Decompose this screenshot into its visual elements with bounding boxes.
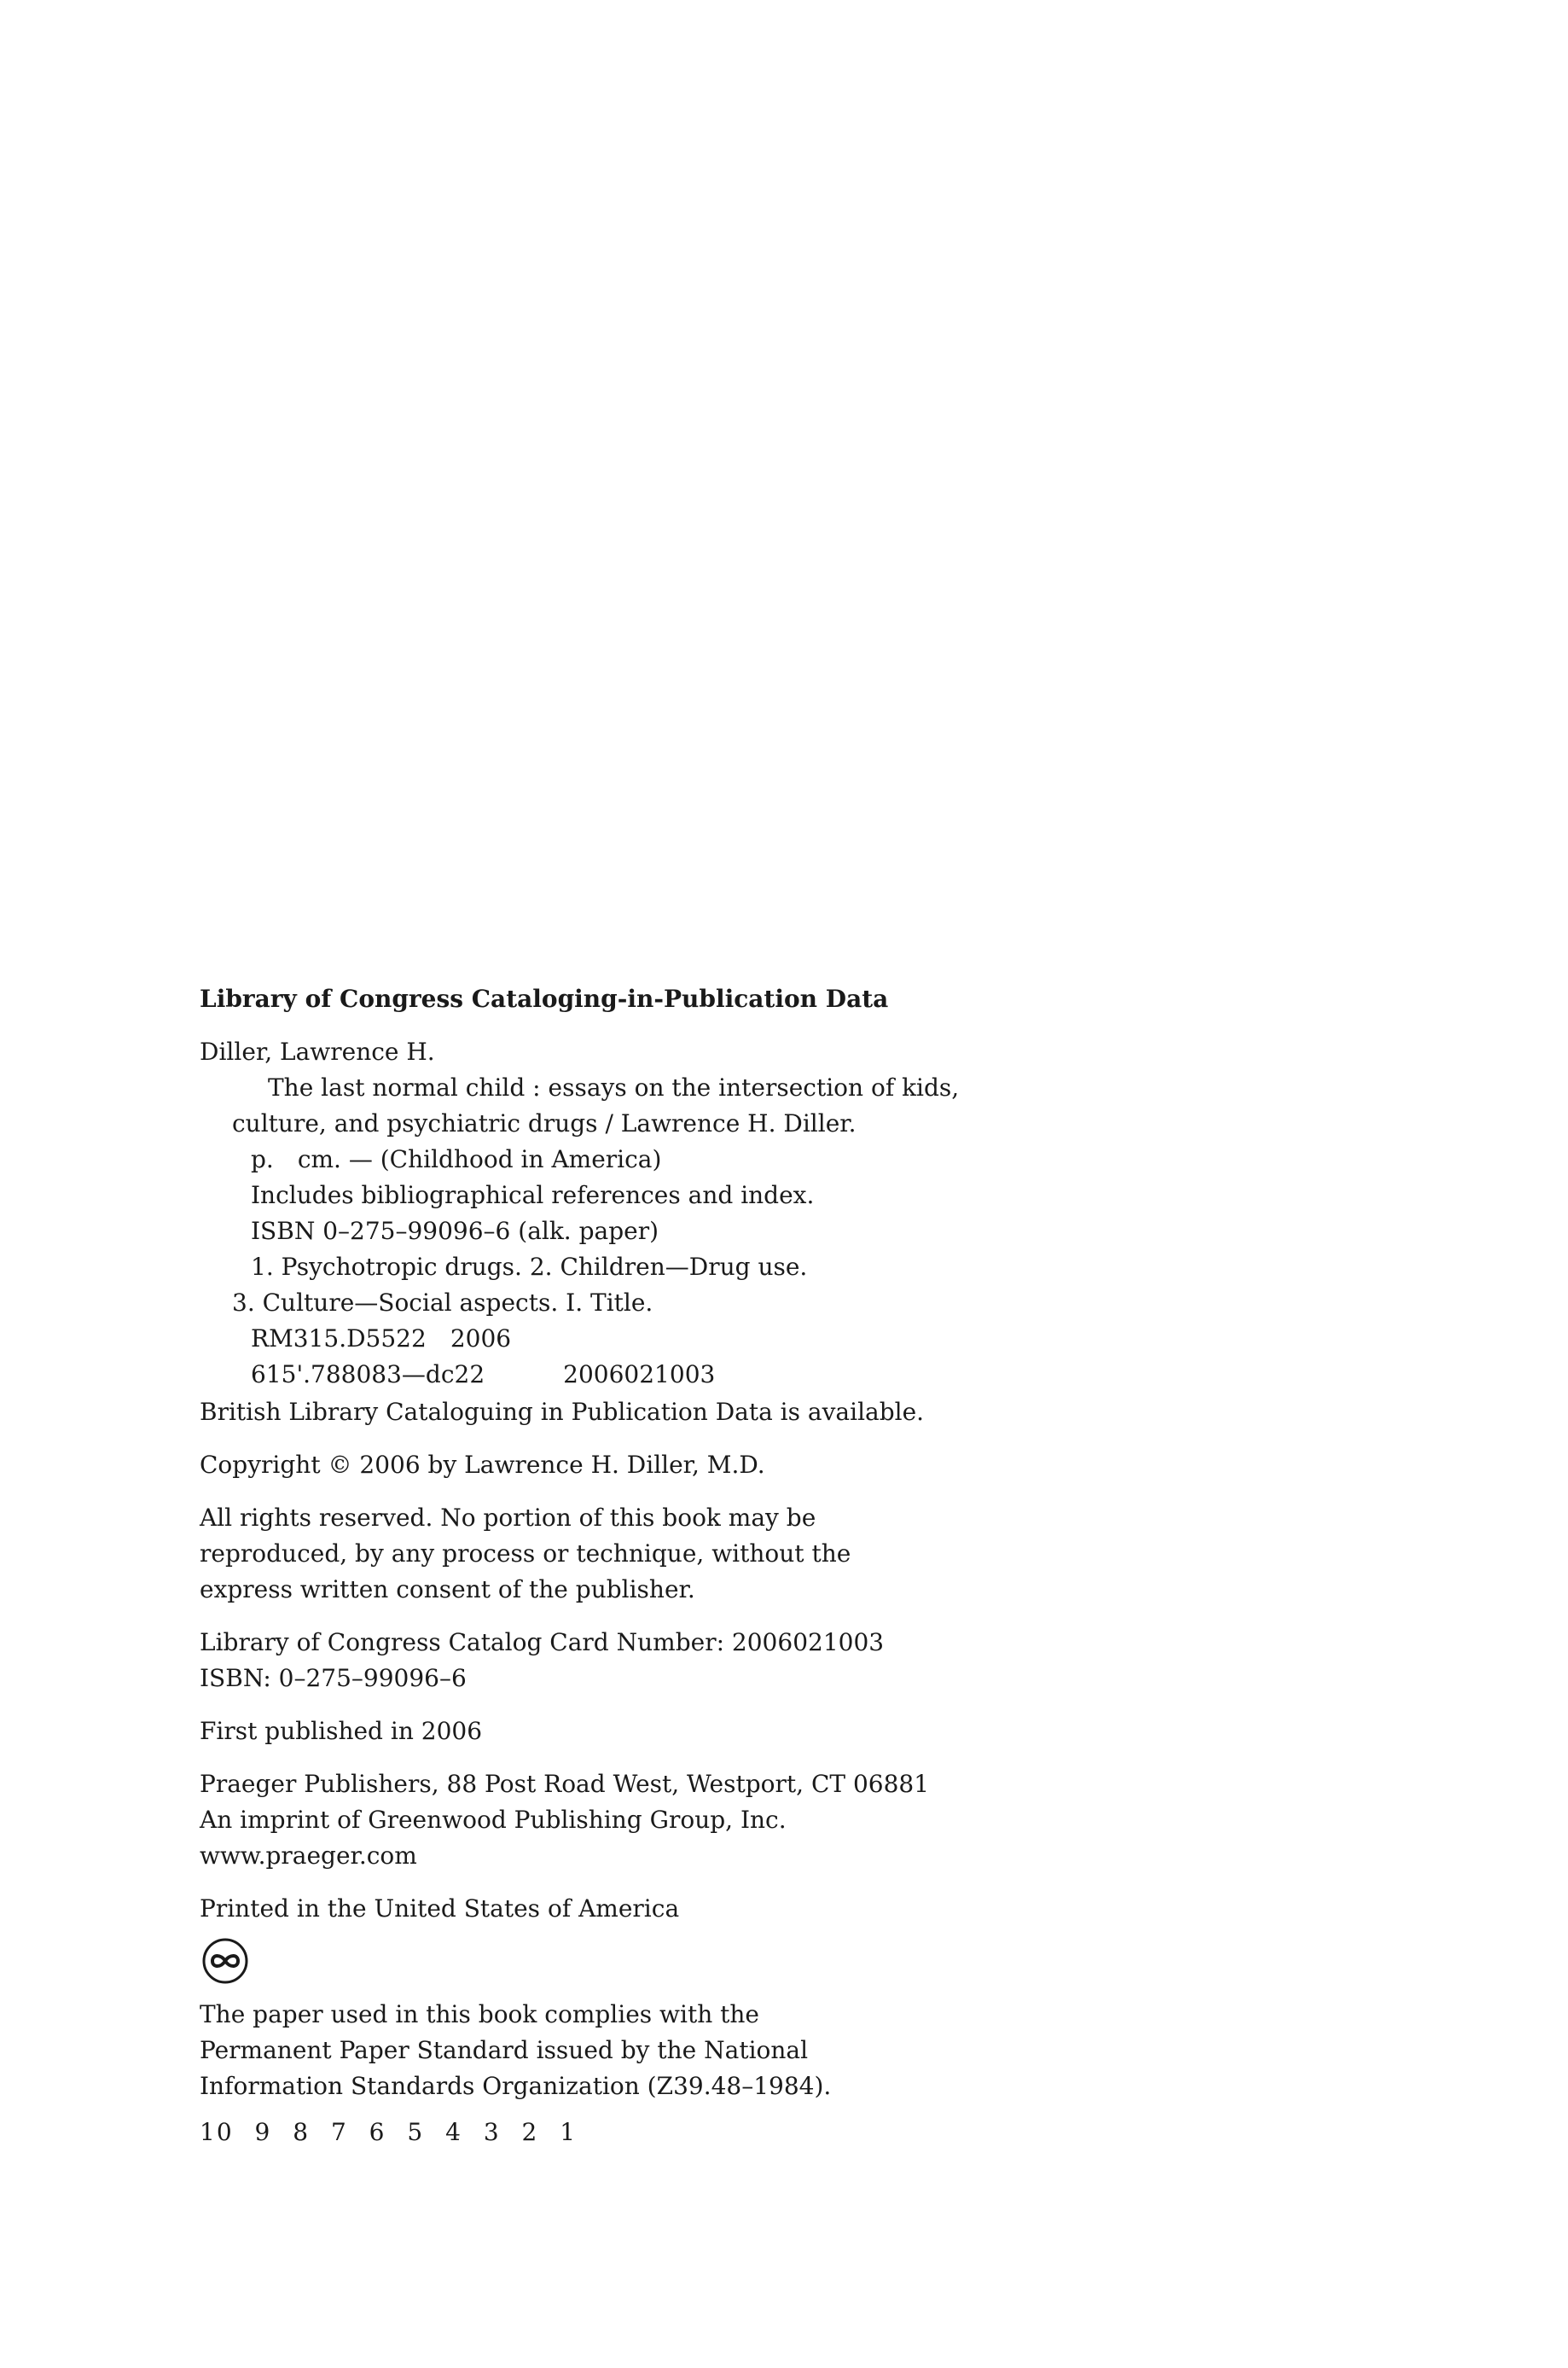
cip-title-line-1: The last normal child : essays on the intersection of kids, <box>268 1073 960 1102</box>
cip-subjects-line-1: 1. Psychotropic drugs. 2. Children—Drug use. <box>251 1253 808 1281</box>
rights-reserved <box>200 1500 1181 1608</box>
printer-key: 10 9 8 7 6 5 4 3 2 1 <box>200 2118 578 2146</box>
paper-note-line-2: Permanent Paper Standard issued by the National <box>200 2036 809 2064</box>
paper-note-line-1: The paper used in this book complies with the <box>200 2000 760 2028</box>
cip-pages <box>200 1142 1181 1178</box>
cip-notes: Includes bibliographical references and index. <box>251 1181 815 1209</box>
cip-pages-p: p. <box>251 1145 274 1173</box>
cip-block <box>200 981 1181 1017</box>
infinity-circle-icon <box>201 1937 249 1985</box>
publisher-imprint: An imprint of Greenwood Publishing Group, Inc. <box>200 1806 787 1834</box>
cip-isbn: ISBN 0–275–99096–6 (alk. paper) <box>251 1217 659 1245</box>
cip-title-line-2: culture, and psychiatric drugs / Lawrence H. Diller. <box>232 1109 857 1137</box>
rights-line-3: express written consent of the publisher. <box>200 1575 695 1603</box>
rights-line-2: reproduced, by any process or technique, without the <box>200 1539 851 1568</box>
publisher-website: www.praeger.com <box>200 1841 417 1870</box>
catalog-isbn: ISBN: 0–275–99096–6 <box>200 1664 467 1692</box>
paper-standard-note <box>200 1997 1181 2104</box>
paper-note-line-3: Information Standards Organization (Z39.48–1984). <box>200 2072 832 2100</box>
cip-call-number-value: RM315.D5522 <box>251 1324 427 1353</box>
cip-call-number <box>200 1321 1181 1357</box>
cip-record <box>200 1034 1181 1393</box>
british-library-note <box>200 1394 1181 1430</box>
first-published-text: First published in 2006 <box>200 1717 483 1745</box>
printed-in <box>200 1891 1181 1927</box>
copyright-notice <box>200 1447 1181 1483</box>
publisher-info <box>200 1766 1181 1874</box>
rights-line-1: All rights reserved. No portion of this book may be <box>200 1504 816 1532</box>
cip-dewey: 615'.788083—dc22 <box>251 1360 485 1388</box>
catalog-card <box>200 1625 1181 1696</box>
cip-lccn: 2006021003 <box>563 1360 716 1388</box>
cip-author: Diller, Lawrence H. <box>200 1038 435 1066</box>
copyright-text: Copyright © 2006 by Lawrence H. Diller, M.D. <box>200 1451 765 1479</box>
catalog-card-number: Library of Congress Catalog Card Number: 2006021003 <box>200 1628 885 1656</box>
first-published <box>200 1713 1181 1749</box>
cip-pages-cm: cm. — (Childhood in America) <box>297 1145 662 1173</box>
cip-heading: Library of Congress Cataloging-in-Publication Data <box>200 985 889 1013</box>
printed-in-text: Printed in the United States of America <box>200 1894 680 1923</box>
cip-dewey-row <box>200 1357 1181 1393</box>
cip-call-year: 2006 <box>450 1324 512 1353</box>
british-library-text: British Library Cataloguing in Publication Data is available. <box>200 1398 925 1426</box>
publisher-address: Praeger Publishers, 88 Post Road West, Westport, CT 06881 <box>200 1770 930 1798</box>
cip-subjects-line-2: 3. Culture—Social aspects. I. Title. <box>232 1289 653 1317</box>
